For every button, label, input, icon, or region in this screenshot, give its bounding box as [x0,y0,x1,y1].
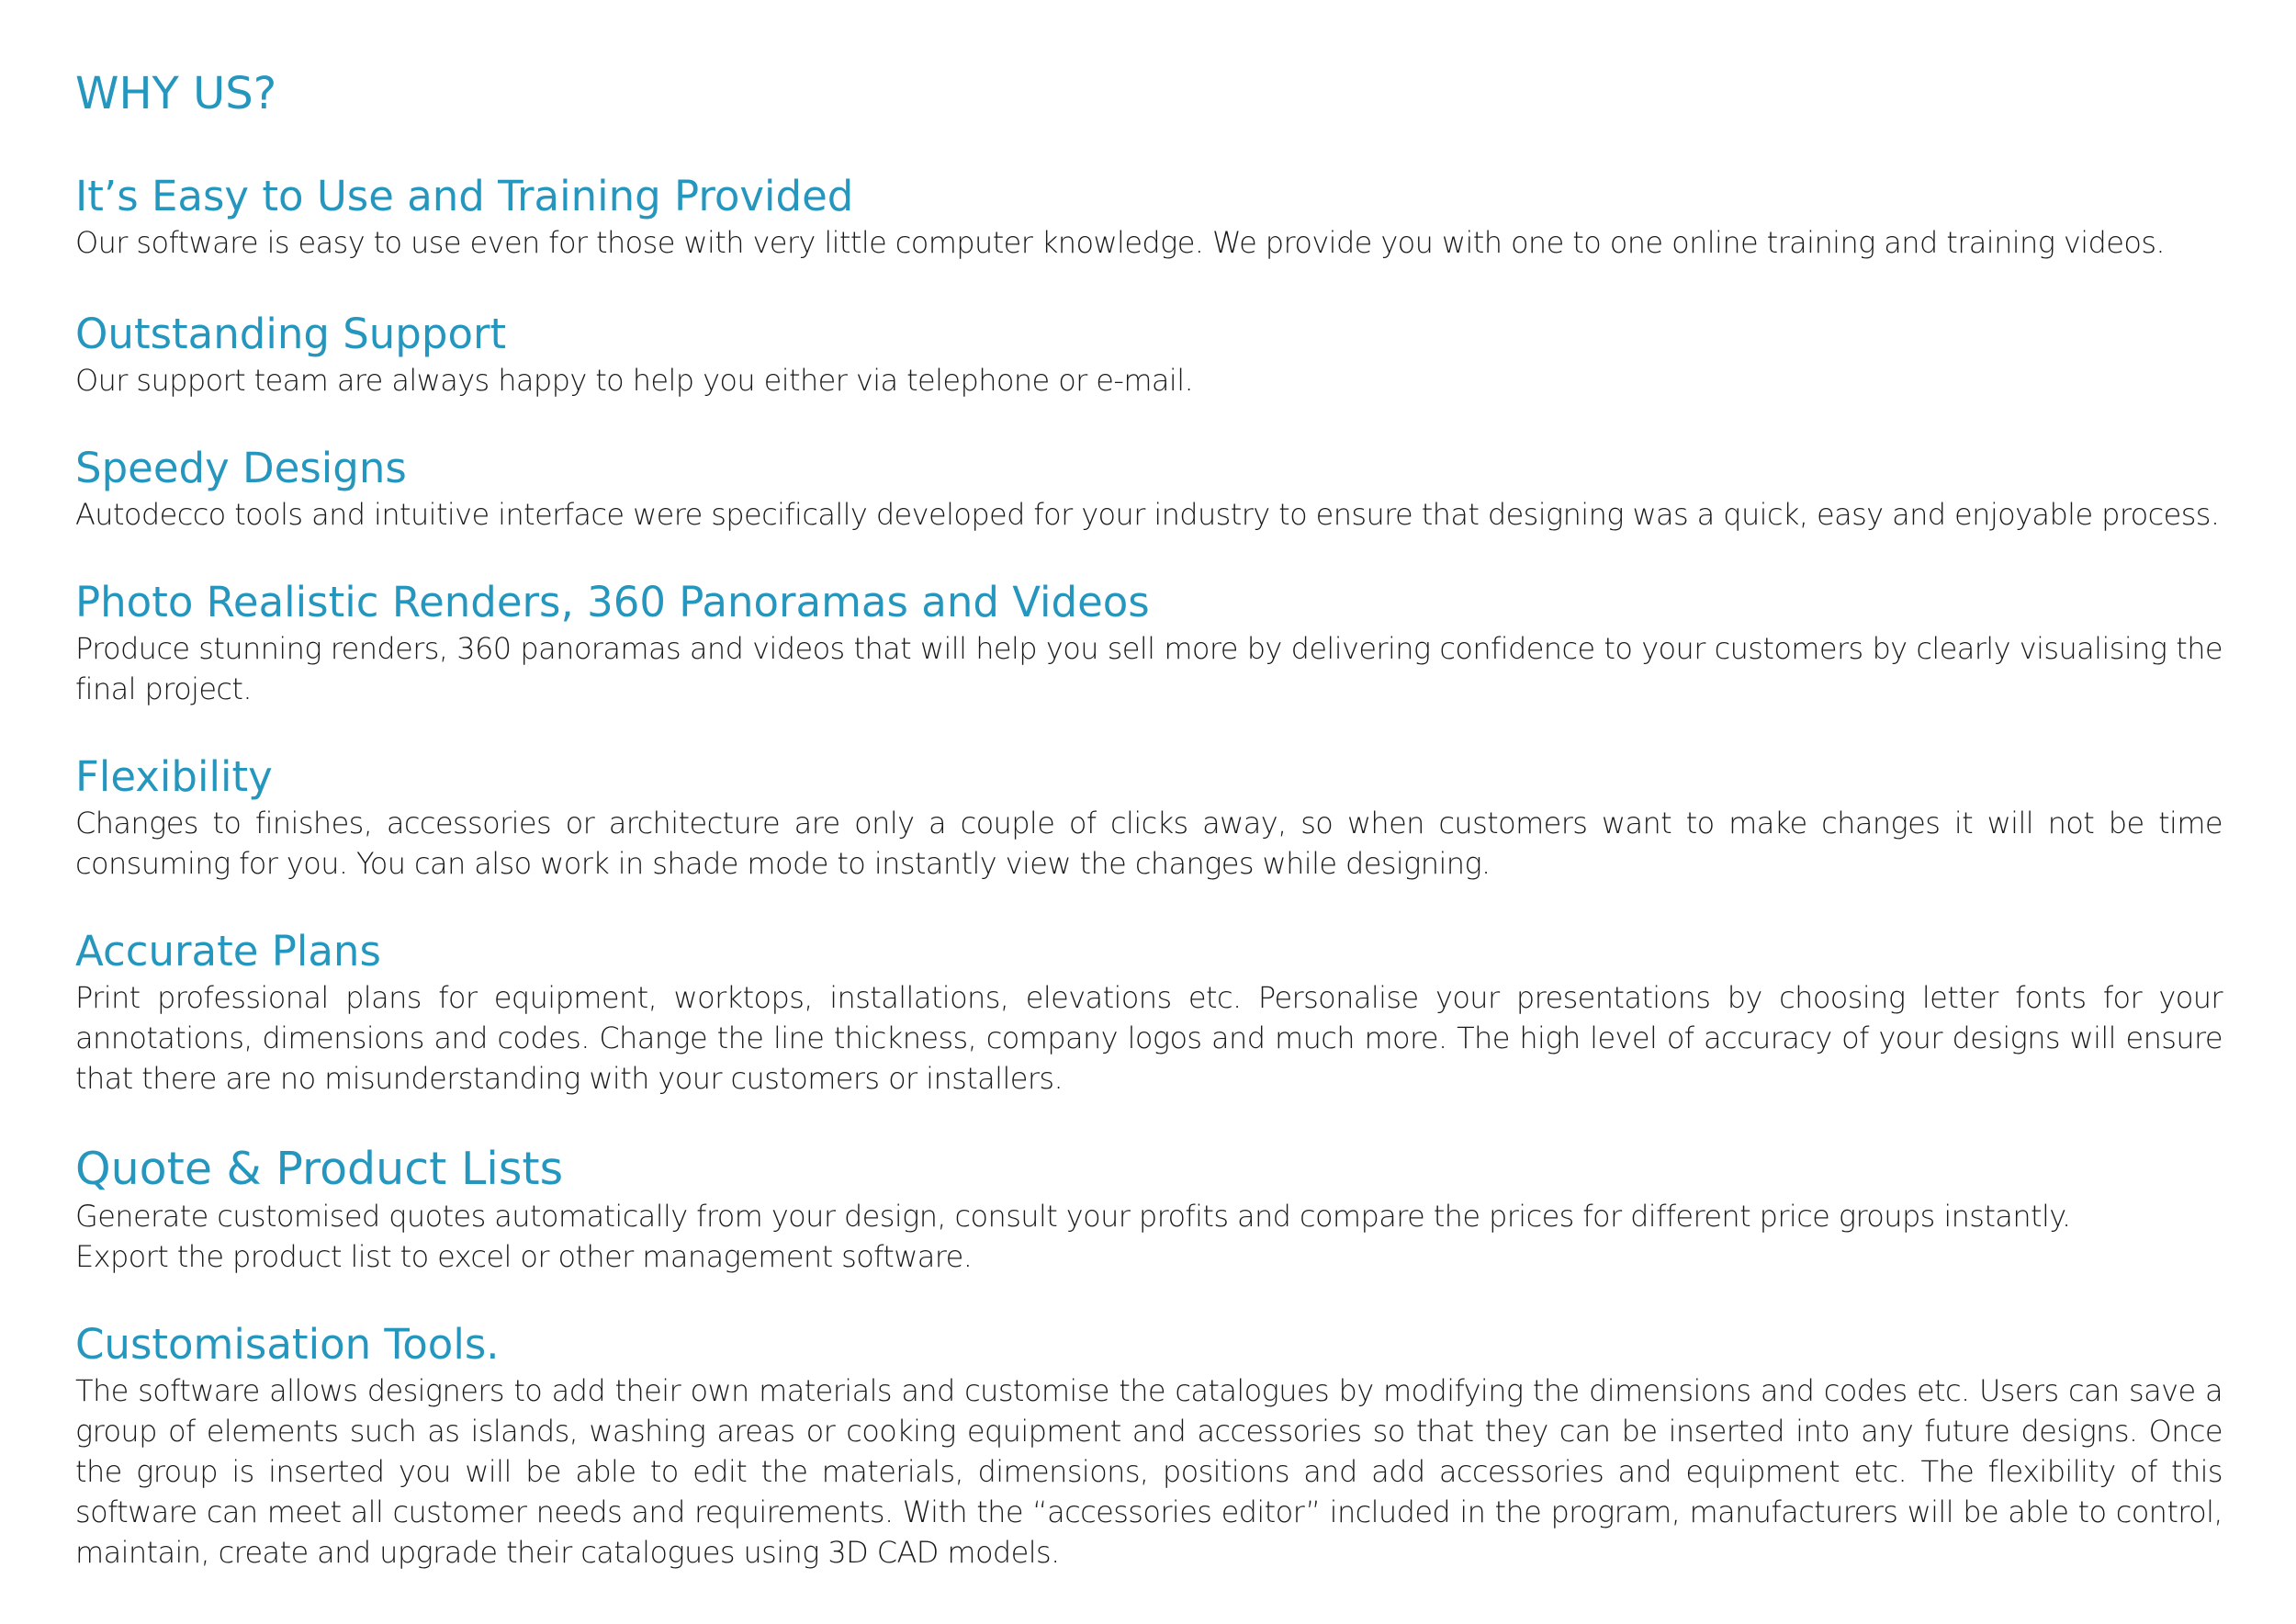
section-heading: Photo Realistic Renders, 360 Panoramas and Videos [75,578,1150,626]
section-text: Changes to finishes, accessories or architecture are only a couple of clicks away, so when customers want to make changes it will not be time consuming for you. You can also work in shade mode to instantly view the changes while designing. [75,806,2223,881]
section-heading: It’s Easy to Use and Training Provided [75,172,854,220]
section-quote-product-lists [75,1143,2223,1277]
section-outstanding-support [75,309,2223,400]
section-heading: Customisation Tools. [75,1320,500,1369]
page-title: WHY US? [75,68,277,119]
section-text: Print professional plans for equipment, worktops, installations, elevations etc. Personalise your presentations by choosing letter fonts for your annotations, dimensions and codes. Change the line thickness, company logos and much more. The high level of accuracy of your designs will ensure that there are no misunderstanding with your customers or installers. [75,980,2223,1096]
section-text: Our software is easy to use even for those with very little computer knowledge. We provide you with one to one online training and training videos. [75,225,2165,260]
section-heading: Flexibility [75,752,273,801]
section-text: The software allows designers to add their own materials and customise the catalogues by modifying the dimensions and codes etc. Users can save a group of elements such as islands, washing areas or cooking equipment and accessories so that they can be inserted into any future designs. Once the group is inserted you will be able to edit the materials, dimensions, positions and add accessories and equipment etc. The flexibility of this software can meet all customer needs and requirements. With the “accessories editor” included in the program, manufacturers will be able to control, maintain, create and upgrade their catalogues using 3D CAD models. [75,1373,2223,1570]
section-heading: Quote & Product Lists [75,1143,564,1195]
section-photo-realistic-renders [75,577,2223,709]
section-text: Generate customised quotes automatically from your design, consult your profits and compare the prices for different price groups instantly. [75,1199,2071,1234]
section-heading: Accurate Plans [75,927,381,976]
section-heading: Outstanding Support [75,310,507,358]
section-easy-to-use [75,171,2223,263]
section-heading: Speedy Designs [75,444,407,492]
section-text: Produce stunning renders, 360 panoramas and videos that will help you sell more by delivering confidence to your customers by clearly visualising the final project. [75,631,2223,706]
section-flexibility [75,751,2223,884]
section-accurate-plans [75,926,2223,1099]
section-text: Our support team are always happy to help you either via telephone or e-mail. [75,363,1194,398]
section-customisation-tools [75,1319,2223,1573]
section-speedy-designs [75,443,2223,535]
section-text: Autodecco tools and intuitive interface were specifically developed for your industry to ensure that designing was a quick, easy and enjoyable process. [75,497,2220,532]
section-text-secondary: Export the product list to excel or other management software. [75,1239,973,1274]
